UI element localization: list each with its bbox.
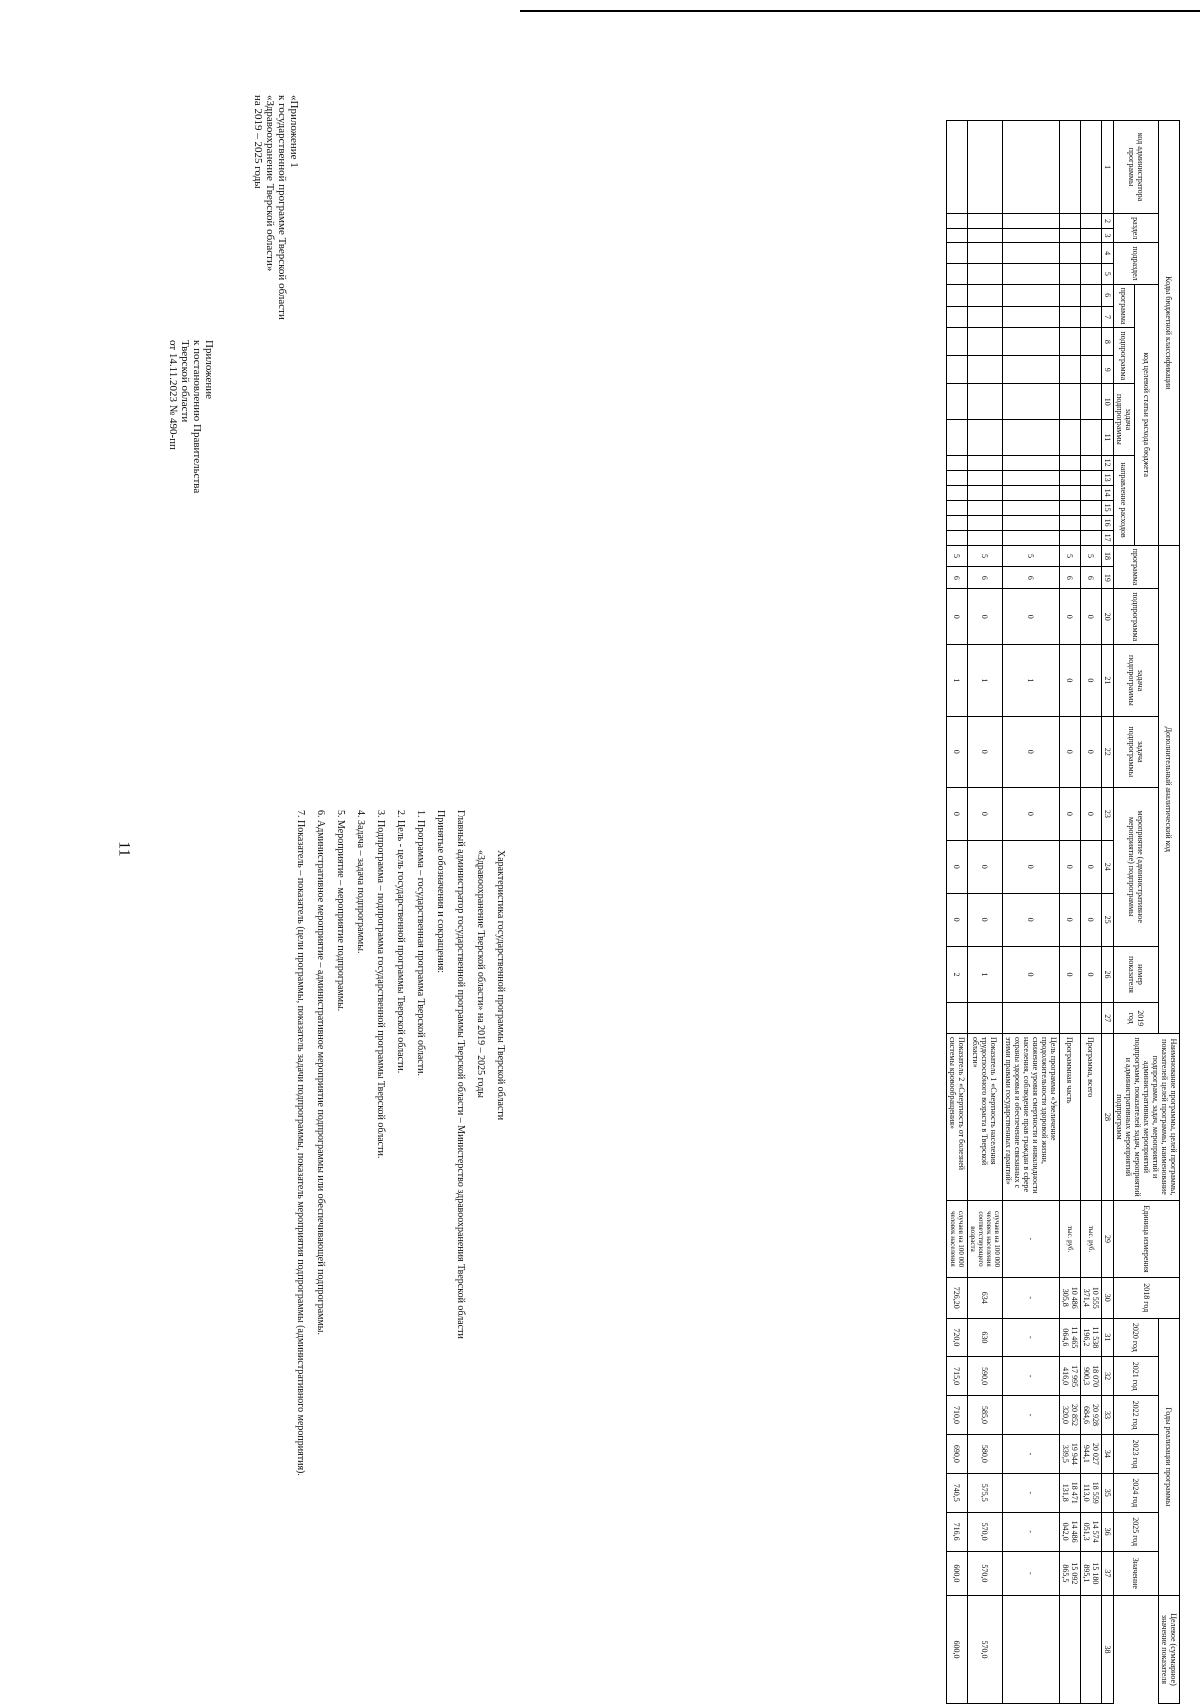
budget-code-cell (1003, 470, 1060, 485)
value-2018-cell: - (1003, 1277, 1060, 1318)
budget-code-cell (947, 356, 968, 384)
budget-code-cell (1081, 243, 1102, 264)
budget-code-cell (1003, 530, 1060, 545)
budget-code-cell (947, 121, 968, 214)
budget-code-cell (1081, 455, 1102, 470)
column-number: 35 (1102, 1473, 1114, 1512)
budget-code-cell (1060, 214, 1081, 229)
column-number: 33 (1102, 1396, 1114, 1435)
budget-code-cell (968, 263, 1003, 284)
budget-code-cell (1081, 328, 1102, 356)
value-2018-cell: 10 555 371,4 (1081, 1277, 1102, 1318)
year-col: 2023 год (1114, 1434, 1159, 1473)
year-col: 2024 год (1114, 1473, 1159, 1512)
year-value-cell: 18 471 131,8 (1060, 1473, 1081, 1512)
program-code-header: программа (1114, 545, 1159, 589)
year-value-cell: 590,0 (968, 1357, 1003, 1396)
budget-code-cell (968, 328, 1003, 356)
appendix-line: Приложение (203, 340, 215, 400)
extra-code-cell: 5 (947, 545, 968, 567)
budget-code-cell (1060, 384, 1081, 420)
extra-code-cell: 0 (947, 840, 968, 893)
column-number: 11 (1102, 420, 1114, 455)
extra-code-cell: 0 (1081, 946, 1102, 1003)
row-unit-cell: тыс. руб. (1081, 1200, 1102, 1277)
table-row (1081, 121, 1102, 1704)
definitions-block (290, 810, 510, 1476)
extra-code-cell: 0 (968, 840, 1003, 893)
budget-code-cell (947, 470, 968, 485)
budget-code-cell (968, 384, 1003, 420)
table-body (947, 121, 1102, 1704)
extra-code-cell: 0 (1081, 787, 1102, 840)
extra-code-cell: 0 (947, 716, 968, 787)
budget-code-cell (947, 500, 968, 515)
extra-code-cell: 5 (1003, 545, 1060, 567)
extra-code-cell (968, 1003, 1003, 1033)
budget-code-cell (1003, 263, 1060, 284)
podprogramma-sub-header: подпрограмма (1114, 328, 1135, 384)
budget-code-cell (1081, 121, 1102, 214)
column-number: 19 (1102, 567, 1114, 589)
budget-code-cell (1003, 228, 1060, 243)
budget-code-cell (1081, 263, 1102, 284)
budget-code-cell (1081, 500, 1102, 515)
column-number: 27 (1102, 1003, 1114, 1033)
column-number: 12 (1102, 455, 1114, 470)
column-number: 22 (1102, 716, 1114, 787)
value-2018-cell: 634 (968, 1277, 1003, 1318)
extra-code-cell: 0 (947, 589, 968, 645)
budget-code-cell (1003, 214, 1060, 229)
budget-code-cell (947, 306, 968, 328)
extra-code-cell: 0 (1081, 716, 1102, 787)
column-number: 31 (1102, 1318, 1114, 1357)
year-value-cell: 716,6 (947, 1512, 968, 1551)
budget-code-cell (1060, 284, 1081, 306)
podrazdel-header: подраздел (1114, 243, 1159, 284)
cel-code-header: задача подпрограммы (1114, 716, 1159, 787)
podprogramma-code-header: подпрограмма (1114, 589, 1159, 645)
column-number: 23 (1102, 787, 1114, 840)
year-value-cell: 600,0 (947, 1551, 968, 1595)
column-number: 38 (1102, 1596, 1114, 1704)
extra-code-cell: 0 (1003, 716, 1060, 787)
budget-code-cell (1060, 485, 1081, 500)
program-table (946, 120, 1180, 1704)
budget-code-cell (1060, 530, 1081, 545)
year-col: 2022 год (1114, 1396, 1159, 1435)
extra-code-cell: 0 (1003, 840, 1060, 893)
extra-code-cell: 6 (947, 567, 968, 589)
appendix-block (167, 340, 215, 540)
row-unit-cell: случаев на 100 000 человек населения соответствующего возраста (968, 1200, 1003, 1277)
year-value-cell: 20 852 320,0 (1060, 1396, 1081, 1435)
zadacha-sub-header: задача подпрограммы (1114, 384, 1135, 455)
extra-code-cell: 0 (1060, 589, 1081, 645)
column-number: 8 (1102, 328, 1114, 356)
row-name-cell: Программа, всего (1081, 1033, 1102, 1200)
budget-code-cell (1003, 500, 1060, 515)
budget-code-cell (968, 500, 1003, 515)
budget-code-cell (968, 420, 1003, 455)
budget-code-cell (1081, 485, 1102, 500)
budget-code-cell (1081, 530, 1102, 545)
row-unit-cell: случаев на 100 000 человек населения (947, 1200, 968, 1277)
napravlenie-header: направление расходов (1114, 455, 1135, 545)
appendix-line: к постановлению Правительства (191, 340, 203, 494)
definition-item: 4. Задача – задача подпрограммы. (355, 810, 366, 954)
budget-code-cell (1081, 228, 1102, 243)
column-number: 4 (1102, 243, 1114, 264)
extra-code-cell: 0 (1060, 787, 1081, 840)
extra-code-cell: 5 (1081, 545, 1102, 567)
year-value-cell: - (1003, 1318, 1060, 1357)
column-number: 37 (1102, 1551, 1114, 1595)
table-row (947, 121, 968, 1704)
budget-code-cell (1081, 420, 1102, 455)
budget-code-cell (968, 470, 1003, 485)
extra-code-cell: 1 (968, 645, 1003, 716)
year-value-cell: 720,0 (947, 1318, 968, 1357)
extra-code-cell: 6 (1003, 567, 1060, 589)
extra-code-cell: 0 (1081, 589, 1102, 645)
extra-code-cell: 0 (1060, 645, 1081, 716)
extra-code-cell: 0 (1060, 946, 1081, 1003)
definitions-title: Характеристика государственной программы Тверской области (495, 850, 506, 1121)
year-value-cell: 14 574 051,3 (1081, 1512, 1102, 1551)
target-code-header: код целевой статьи расхода бюджета (1135, 284, 1159, 545)
column-number: 13 (1102, 470, 1114, 485)
extra-code-cell: 6 (1081, 567, 1102, 589)
definition-item: 1. Программа – государственная программа Тверской области. (415, 810, 426, 1076)
year-value-cell: 20 928 684,6 (1081, 1396, 1102, 1435)
column-number: 34 (1102, 1434, 1114, 1473)
admin-code-header: код администратора программы (1114, 121, 1159, 214)
year-value-cell: - (1003, 1512, 1060, 1551)
budget-code-cell (968, 485, 1003, 500)
budget-code-cell (1081, 384, 1102, 420)
budget-code-cell (1060, 356, 1081, 384)
definition-item: 6. Административное мероприятие – административное мероприятие подпрограммы или обеспечивающей подпрограммы. (315, 810, 326, 1336)
year-value-cell: 580,0 (968, 1434, 1003, 1473)
extra-code-cell: 1 (947, 645, 968, 716)
column-number: 30 (1102, 1277, 1114, 1318)
budget-code-cell (1003, 384, 1060, 420)
extra-code-cell: 0 (1060, 840, 1081, 893)
appendix2-line: к государственной программе Тверской области (276, 95, 288, 320)
budget-code-cell (1003, 121, 1060, 214)
column-numbers-row (1102, 121, 1114, 1704)
year-value-cell: 19 944 339,5 (1060, 1434, 1081, 1473)
extra-code-cell (947, 1003, 968, 1033)
budget-code-cell (947, 228, 968, 243)
extra-code-cell: 0 (947, 893, 968, 946)
budget-code-cell (947, 485, 968, 500)
name-header: Наименование программы, целей программы, показателей целей программы, наименование подпрограмм, задач, мероприятий и административных мероприятий подпрограмм, показателей задач, мероприятий и административных мероприятий подпрограмм (1114, 1033, 1180, 1200)
budget-code-cell (947, 420, 968, 455)
row-name-cell: Цель программы «Увеличение продолжительности здоровой жизни, снижение уровня смертности и инвалидности населения, соблюдение прав граждан в сфере охраны здоровья и обеспечение связанных с этими правами государственных гарантий» (1003, 1033, 1060, 1200)
extra-code-cell: 1 (1003, 645, 1060, 716)
row-name-cell: Показатель 1 «Смертность населения трудоспособного возраста в Тверской области» (968, 1033, 1003, 1200)
budget-code-cell (1003, 515, 1060, 530)
page-number: 11 (115, 841, 133, 857)
year-value-cell: 15 180 895,1 (1081, 1551, 1102, 1595)
year-value-cell: - (1003, 1551, 1060, 1595)
year-value-cell: 11 538 196,2 (1081, 1318, 1102, 1357)
budget-code-cell (968, 515, 1003, 530)
column-number: 24 (1102, 840, 1114, 893)
budget-code-cell (1003, 356, 1060, 384)
final-value-cell (1081, 1596, 1102, 1704)
extra-code-cell: 6 (1060, 567, 1081, 589)
extra-code-cell: 0 (947, 787, 968, 840)
budget-code-cell (968, 243, 1003, 264)
year-value-cell: 690,0 (947, 1434, 968, 1473)
nomer-header: номер показателя (1114, 946, 1159, 1003)
appendix2-line: на 2019 – 2025 годы (252, 95, 264, 189)
budget-code-cell (947, 328, 968, 356)
extra-code-header: Дополнительный аналитический код (1159, 545, 1180, 1033)
budget-code-cell (947, 515, 968, 530)
extra-code-cell: 0 (968, 787, 1003, 840)
appendix2-block (252, 95, 300, 355)
year-2018-header: 2018 год (1114, 1277, 1180, 1318)
budget-code-cell (1060, 228, 1081, 243)
extra-code-cell: 0 (1003, 893, 1060, 946)
budget-code-cell (947, 455, 968, 470)
column-number: 17 (1102, 530, 1114, 545)
budget-code-cell (1060, 263, 1081, 284)
budget-code-cell (1081, 306, 1102, 328)
budget-code-cell (1081, 470, 1102, 485)
budget-code-cell (1003, 420, 1060, 455)
final-value-cell: 570,0 (968, 1596, 1003, 1704)
column-number: 2 (1102, 214, 1114, 229)
year-value-cell: - (1003, 1473, 1060, 1512)
extra-code-cell: 0 (1003, 589, 1060, 645)
extra-code-cell (1060, 1003, 1081, 1033)
definition-item: 7. Показатель – показатель (цели программы, показатель задачи подпрограммы, показатель мероприятия подпрограммы (административного мероприятия). (295, 810, 306, 1476)
budget-code-cell (1060, 328, 1081, 356)
appendix2-line: «Приложение 1 (288, 95, 300, 168)
extra-code-cell: 0 (1081, 645, 1102, 716)
appendix2-line: «Здравоохранение Тверской области» (264, 95, 276, 272)
year-col: 2019 год (1114, 1003, 1159, 1033)
budget-code-cell (968, 121, 1003, 214)
row-unit-cell: - (1003, 1200, 1060, 1277)
value-header: Значение (1114, 1551, 1159, 1595)
year-value-cell: 585,0 (968, 1396, 1003, 1435)
year-value-cell: 575,5 (968, 1473, 1003, 1512)
budget-code-cell (1003, 328, 1060, 356)
year-value-cell: 570,0 (968, 1512, 1003, 1551)
year-value-cell: 715,0 (947, 1357, 968, 1396)
unit-header: Единица измерения (1114, 1200, 1180, 1277)
definition-item: 3. Подпрограмма – подпрограмма государственной программы Тверской области. (375, 810, 386, 1159)
extra-code-cell (1081, 1003, 1102, 1033)
column-number: 16 (1102, 515, 1114, 530)
budget-code-cell (1003, 455, 1060, 470)
razdel-header: раздел (1114, 214, 1159, 243)
admin-line: Главный администратор государственной программы Тверской области – Министерство здравоохранения Тверской области (455, 810, 466, 1339)
row-name-cell: Показатель 2 «Смертность от болезней системы кровообращения» (947, 1033, 968, 1200)
year-value-cell: 11 465 064,6 (1060, 1318, 1081, 1357)
budget-code-cell (1003, 485, 1060, 500)
budget-code-cell (947, 284, 968, 306)
column-number: 25 (1102, 893, 1114, 946)
extra-code-cell: 5 (968, 545, 1003, 567)
row-name-cell: Программная часть (1060, 1033, 1081, 1200)
budget-code-cell (1081, 515, 1102, 530)
column-number: 26 (1102, 946, 1114, 1003)
budget-code-cell (947, 214, 968, 229)
budget-code-cell (1003, 243, 1060, 264)
budget-code-cell (1081, 284, 1102, 306)
column-number: 1 (1102, 121, 1114, 214)
table-row (1060, 121, 1081, 1704)
budget-code-cell (968, 530, 1003, 545)
column-number: 28 (1102, 1033, 1114, 1200)
column-number: 9 (1102, 356, 1114, 384)
year-value-cell: 18 559 113,0 (1081, 1473, 1102, 1512)
year-value-cell: 15 092 865,5 (1060, 1551, 1081, 1595)
column-number: 5 (1102, 263, 1114, 284)
extra-code-cell (1003, 1003, 1060, 1033)
column-number: 32 (1102, 1357, 1114, 1396)
abbr-line: Принятые обозначения и сокращения: (435, 810, 446, 974)
appendix-line: от 14.11.2023 № 490-пп (167, 340, 179, 450)
extra-code-cell: 1 (968, 946, 1003, 1003)
year-value-cell: 17 995 416,0 (1060, 1357, 1081, 1396)
budget-code-cell (1060, 243, 1081, 264)
year-value-cell: 18 070 900,3 (1081, 1357, 1102, 1396)
year-value-cell: 710,0 (947, 1396, 968, 1435)
year-value-cell: 20 027 944,1 (1081, 1434, 1102, 1473)
column-number: 29 (1102, 1200, 1114, 1277)
year-col: 2025 год (1114, 1512, 1159, 1551)
value-2018-cell: 726,20 (947, 1277, 968, 1318)
budget-code-cell (1003, 284, 1060, 306)
budget-code-cell (968, 228, 1003, 243)
column-number: 20 (1102, 589, 1114, 645)
budget-codes-header: Коды бюджетной классификации (1159, 121, 1180, 546)
program-sub-header: программа (1114, 284, 1135, 328)
column-number: 7 (1102, 306, 1114, 328)
budget-code-cell (968, 214, 1003, 229)
column-number: 3 (1102, 228, 1114, 243)
budget-code-cell (947, 384, 968, 420)
column-number: 10 (1102, 384, 1114, 420)
extra-code-cell: 0 (968, 589, 1003, 645)
final-value-cell: 600,0 (947, 1596, 968, 1704)
budget-code-cell (968, 284, 1003, 306)
extra-code-cell: 0 (1003, 946, 1060, 1003)
year-value-cell: 740,5 (947, 1473, 968, 1512)
extra-code-cell: 0 (968, 893, 1003, 946)
final-header: Целевое (суммарное) значение показателя (1159, 1596, 1180, 1704)
definition-item: 5. Мероприятие – мероприятие подпрограммы. (335, 810, 346, 1012)
year-value-cell: - (1003, 1396, 1060, 1435)
budget-code-cell (1060, 500, 1081, 515)
extra-code-cell: 0 (1060, 716, 1081, 787)
year-value-cell: - (1003, 1434, 1060, 1473)
budget-code-cell (1060, 420, 1081, 455)
budget-code-cell (947, 263, 968, 284)
column-number: 15 (1102, 500, 1114, 515)
year-col: 2021 год (1114, 1357, 1159, 1396)
budget-code-cell (1081, 356, 1102, 384)
zadacha-code-header: задача подпрограммы (1114, 645, 1159, 716)
extra-code-cell: 0 (1081, 840, 1102, 893)
column-number: 21 (1102, 645, 1114, 716)
definition-item: 2. Цель - цель государственной программы Тверской области. (395, 810, 406, 1074)
appendix-line: Тверской области (179, 340, 191, 423)
extra-code-cell: 5 (1060, 545, 1081, 567)
budget-code-cell (1060, 455, 1081, 470)
definitions-subtitle: «Здравоохранение Тверской области» на 2019 – 2025 годы (475, 850, 486, 1099)
column-number: 18 (1102, 545, 1114, 567)
year-value-cell: 630 (968, 1318, 1003, 1357)
budget-code-cell (1060, 470, 1081, 485)
value-2018-cell: 10 486 305,8 (1060, 1277, 1081, 1318)
meropriyatie-header: мероприятие (административное мероприятие) подпрограммы (1114, 787, 1159, 946)
final-value-cell (1003, 1596, 1060, 1704)
final-value-cell (1060, 1596, 1081, 1704)
budget-code-cell (968, 306, 1003, 328)
extra-code-cell: 6 (968, 567, 1003, 589)
budget-code-cell (1060, 121, 1081, 214)
year-value-cell: - (1003, 1357, 1060, 1396)
year-value-cell: 570,0 (968, 1551, 1003, 1595)
extra-code-cell: 2 (947, 946, 968, 1003)
extra-code-cell: 0 (1003, 787, 1060, 840)
budget-code-cell (1003, 306, 1060, 328)
table-row (968, 121, 1003, 1704)
row-unit-cell: тыс. руб. (1060, 1200, 1081, 1277)
budget-code-cell (968, 356, 1003, 384)
year-col: 2020 год (1114, 1318, 1159, 1357)
years-group-header: Годы реализации программы (1159, 1318, 1180, 1596)
budget-code-cell (1060, 515, 1081, 530)
budget-code-cell (947, 530, 968, 545)
budget-code-cell (1060, 306, 1081, 328)
extra-code-cell: 0 (1060, 893, 1081, 946)
column-number: 6 (1102, 284, 1114, 306)
column-number: 36 (1102, 1512, 1114, 1551)
extra-code-cell: 0 (968, 716, 1003, 787)
budget-code-cell (1081, 214, 1102, 229)
budget-code-cell (947, 243, 968, 264)
budget-code-cell (968, 455, 1003, 470)
year-value-cell: 14 486 042,0 (1060, 1512, 1081, 1551)
column-number: 14 (1102, 485, 1114, 500)
extra-code-cell: 0 (1081, 893, 1102, 946)
table-row (1003, 121, 1060, 1704)
